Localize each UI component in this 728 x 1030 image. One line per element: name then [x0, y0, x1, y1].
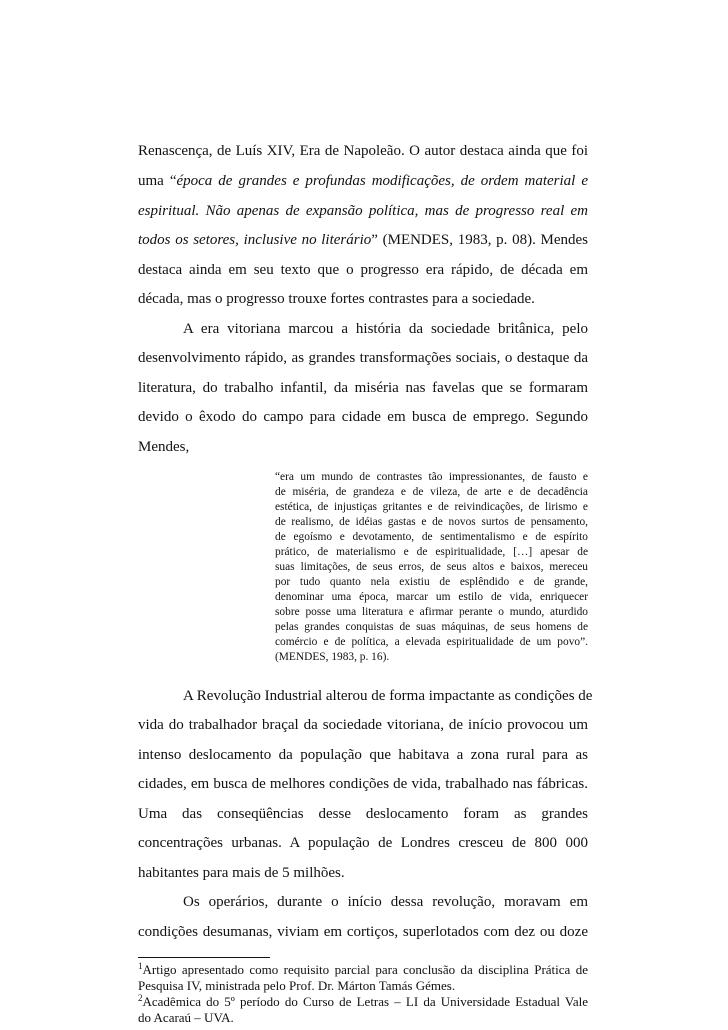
text-line: habitantes para mais de 5 milhões.	[138, 865, 345, 881]
text-line: A Revolução Industrial alterou de forma impactante as condições de	[183, 688, 593, 704]
text-line: Renascença, de Luís XIV, Era de Napoleão. O autor destaca ainda que foi	[138, 143, 588, 159]
quote-line: suas limitações, de seus erros, de seus altos e baixos, mereceu	[275, 561, 588, 573]
text-line: década, mas o progresso trouxe fortes contrastes para a sociedade.	[138, 291, 535, 307]
footnote-line: do Acaraú – UVA.	[138, 1010, 234, 1025]
footnote-line: Pesquisa IV, ministrada pelo Prof. Dr. Márton Tamás Gémes.	[138, 978, 456, 993]
text-line: Uma das conseqüências desse deslocamento foram as grandes	[138, 806, 588, 822]
footnote-line: $^2$Acadêmica do 5º período do Curso de Letras – LI da Universidade Estadual Vale	[138, 993, 588, 1009]
quote-line: prático, de materialismo e de espiritualidade, […] apesar de	[275, 546, 588, 558]
quote-line: por tudo quanto nela existiu de esplêndido e de grande,	[275, 576, 588, 588]
text-line: devido o êxodo do campo para cidade em busca de emprego. Segundo	[138, 409, 588, 425]
quote-line: estética, de injustiças gritantes e de reivindicações, de lirismo e	[275, 501, 588, 513]
quote-line: comércio e de política, a elevada espiritualidade de um povo”.	[275, 636, 588, 648]
text-line: todos os setores, inclusive no literário” (MENDES, 1983, p. 08). Mendes	[138, 232, 588, 248]
text-line: condições desumanas, viviam em cortiços, superlotados com dez ou doze	[138, 924, 588, 940]
text-line: desenvolvimento rápido, as grandes transformações sociais, o destaque da	[138, 350, 588, 366]
text-line: intenso deslocamento da população que habitava a zona rural para as	[138, 747, 588, 763]
text-line: Mendes,	[138, 439, 190, 455]
quote-line: denominar uma época, marcar um estilo de vida, enriquecer	[275, 591, 588, 603]
text-line: Os operários, durante o início dessa revolução, moravam em	[183, 894, 588, 910]
text-line: espiritual. Não apenas de expansão política, mas de progresso real em	[138, 203, 588, 219]
text-line: vida do trabalhador braçal da sociedade vitoriana, de início provocou um	[138, 717, 588, 733]
text-line: destaca ainda em seu texto que o progresso era rápido, de década em	[138, 262, 588, 278]
quote-line: (MENDES, 1983, p. 16).	[275, 651, 390, 663]
quote-line: de realismo, de idéias gastas e de novos surtos de pensamento,	[275, 516, 588, 528]
text-line: literatura, do trabalho infantil, da miséria nas favelas que se formaram	[138, 380, 588, 396]
text-line: A era vitoriana marcou a história da sociedade britânica, pelo	[183, 321, 588, 337]
text-line: uma “época de grandes e profundas modificações, de ordem material e	[138, 173, 589, 189]
footnote-separator	[138, 957, 270, 958]
quote-line: sobre posse uma literatura e afirmar perante o mundo, aturdido	[275, 606, 588, 618]
footnote-line: $^1$Artigo apresentado como requisito parcial para conclusão da disciplina Prática de	[138, 961, 588, 977]
quote-line: de egoísmo e devotamento, de sentimentalismo e de espírito	[275, 531, 588, 543]
text-line: concentrações urbanas. A população de Londres cresceu de 800 000	[138, 835, 588, 851]
text-line: cidades, em busca de melhores condições de vida, trabalhado nas fábricas.	[138, 776, 588, 792]
quote-line: pelas grandes conquistas de suas máquinas, de seus homens de	[275, 621, 588, 633]
quote-line: “era um mundo de contrastes tão impressionantes, de fausto e	[275, 471, 588, 483]
quote-line: de miséria, de grandeza e de vileza, de arte e de decadência	[275, 486, 588, 498]
